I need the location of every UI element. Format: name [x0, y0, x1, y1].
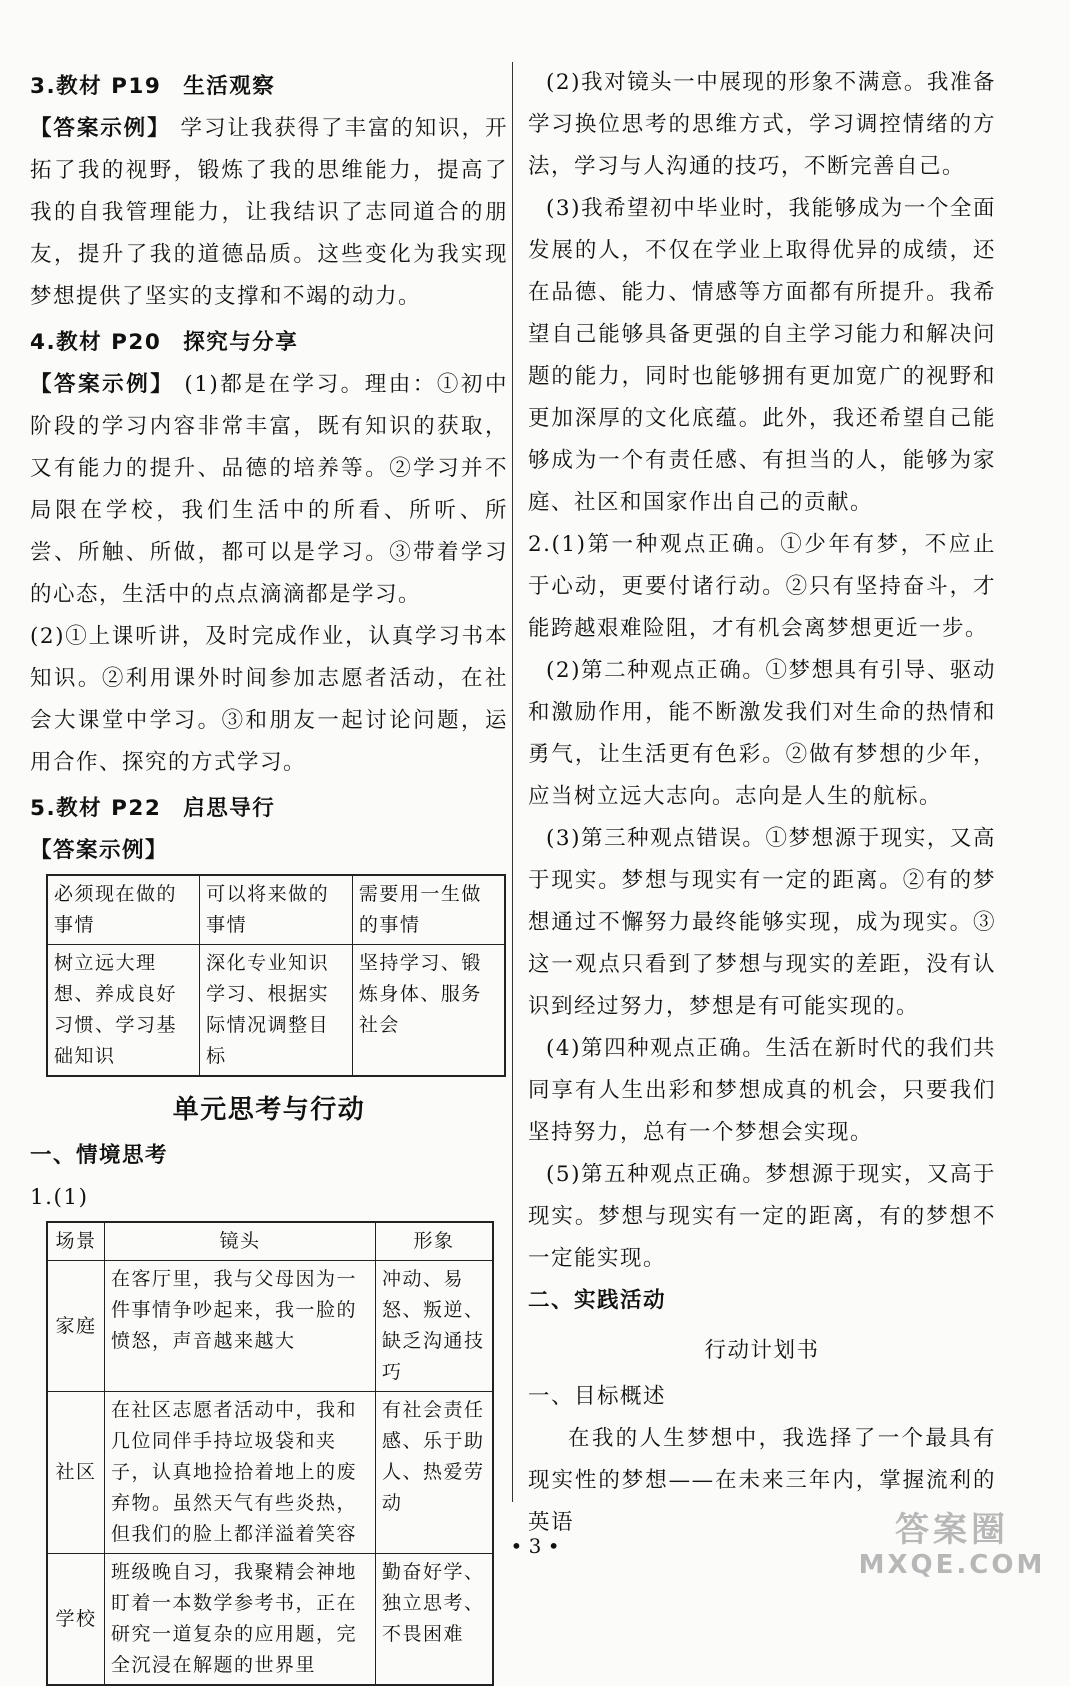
answer-q1-2: (2)我对镜头一中展现的形象不满意。我准备学习换位思考的思维方式，学习调控情绪的方法，学习与人沟通的技巧，不断完善自己。 [528, 70, 996, 179]
table-cell: 在客厅里，我与父母因为一件事情争吵起来，我一脸的愤怒，声音越来越大 [105, 1261, 376, 1392]
right-column [528, 62, 996, 1544]
table-cell: 班级晚自习，我聚精会神地盯着一本数学参考书，正在研究一道复杂的应用题，完全沉浸在解题的世界里 [105, 1554, 376, 1686]
answer-q2-4: (4)第四种观点正确。生活在新时代的我们共同享有人生出彩和梦想成真的机会，只要我们坚持努力，总有一个梦想会实现。 [528, 1036, 996, 1145]
column-divider [512, 62, 513, 1502]
table-cell: 必须现在做的事情 [47, 875, 200, 945]
part-1-title: 一、情境思考 [30, 1143, 169, 1168]
section-4-answer-2: (2)①上课听讲，及时完成作业，认真学习书本知识。②利用课外时间参加志愿者活动，在社会大课堂中学习。③和朋友一起讨论问题，运用合作、探究的方式学习。 [30, 624, 508, 775]
table-cell: 坚持学习、锻炼身体、服务社会 [352, 945, 505, 1077]
section-3-answer: 【答案示例】 学习让我获得了丰富的知识，开拓了我的视野，锻炼了我的思维能力，提高了我的自我管理能力，让我结识了志同道合的朋友，提升了我的道德品质。这些变化为我实现梦想提供了坚实的支撑和不竭的动力。 [30, 116, 508, 309]
table-row [47, 1261, 493, 1392]
answer-q2-5: (5)第五种观点正确。梦想源于现实，又高于现实。梦想与现实有一定的距离，有的梦想不一定能实现。 [528, 1162, 996, 1271]
section-5-answer-label: 【答案示例】 [30, 838, 169, 863]
part-2-title: 二、实践活动 [528, 1288, 667, 1313]
table-cell: 勤奋好学、独立思考、不畏困难 [376, 1554, 494, 1686]
section-4-heading: 4.教材 P20 探究与分享 [30, 330, 299, 355]
watermark-text: 答案圈 [895, 1510, 1009, 1550]
answer-q2-2: (2)第二种观点正确。①梦想具有引导、驱动和激励作用，能不断激发我们对生命的热情和勇气，让生活更有色彩。②做有梦想的少年，应当树立远大志向。志向是人生的航标。 [528, 658, 996, 809]
table-cell: 树立远大理想、养成良好习惯、学习基础知识 [47, 945, 200, 1077]
plan-title: 行动计划书 [704, 1338, 820, 1363]
table-cell: 可以将来做的事情 [200, 875, 353, 945]
answer-q1-3: (3)我希望初中毕业时，我能够成为一个全面发展的人，不仅在学业上取得优异的成绩，还在品德、能力、情感等方面都有所提升。我希望自己能够具备更强的自主学习能力和解决问题的能力，同时也能够拥有更加宽广的视野和更加深厚的文化底蕴。此外，我还希望自己能够成为一个有责任感、有担当的人，能够为家庭、社区和国家作出自己的贡献。 [528, 196, 996, 515]
table-header: 场景 [47, 1222, 105, 1261]
table-cell: 有社会责任感、乐于助人、热爱劳动 [376, 1392, 494, 1554]
table-header: 形象 [376, 1222, 494, 1261]
answer-q2-3: (3)第三种观点错误。①梦想源于现实，又高于现实。梦想与现实有一定的距离。②有的梦想通过不懈努力最终能够实现，成为现实。③这一观点只看到了梦想与现实的差距，没有认识到经过努力，梦想是有可能实现的。 [528, 826, 996, 1019]
table-cell: 冲动、易怒、叛逆、缺乏沟通技巧 [376, 1261, 494, 1392]
plan-subheading: 一、目标概述 [528, 1384, 667, 1409]
table-header: 镜头 [105, 1222, 376, 1261]
table-cell: 社区 [47, 1392, 105, 1554]
unit-title: 单元思考与行动 [172, 1095, 366, 1125]
section-4-answer-1: 【答案示例】 (1)都是在学习。理由：①初中阶段的学习内容非常丰富，既有知识的获取，又有能力的提升、品德的培养等。②学习并不局限在学校，我们生活中的所看、所听、所尝、所触、所做，都可以是学习。③带着学习的心态，生活中的点点滴滴都是学习。 [30, 372, 508, 607]
section-3-heading: 3.教材 P19 生活观察 [30, 74, 276, 99]
left-column [30, 62, 508, 1686]
watermark-domain: MXQE.COM [858, 1550, 1046, 1580]
answer-q2-1: 2.(1)第一种观点正确。①少年有梦，不应止于心动，更要付诸行动。②只有坚持奋斗，才能跨越艰难险阻，才有机会离梦想更近一步。 [528, 532, 996, 641]
scene-table [46, 1221, 494, 1686]
section-5-heading: 5.教材 P22 启思导行 [30, 796, 276, 821]
question-1-label: 1.(1) [30, 1185, 89, 1210]
table-row [47, 1554, 493, 1686]
table-cell: 深化专业知识学习、根据实际情况调整目标 [200, 945, 353, 1077]
table-cell: 学校 [47, 1554, 105, 1686]
table-row [47, 1392, 493, 1554]
table-cell: 在社区志愿者活动中，我和几位同伴手持垃圾袋和夹子，认真地捡拾着地上的废弃物。虽然天气有些炎热，但我们的脸上都洋溢着笑容 [105, 1392, 376, 1554]
plan-paragraph: 在我的人生梦想中，我选择了一个最具有现实性的梦想——在未来三年内，掌握流利的英语 [528, 1426, 996, 1535]
watermark-logo [852, 1510, 1052, 1586]
page-number: • 3 • [510, 1534, 560, 1558]
timeline-table [46, 874, 506, 1077]
table-cell: 需要用一生做的事情 [352, 875, 505, 945]
table-cell: 家庭 [47, 1261, 105, 1392]
